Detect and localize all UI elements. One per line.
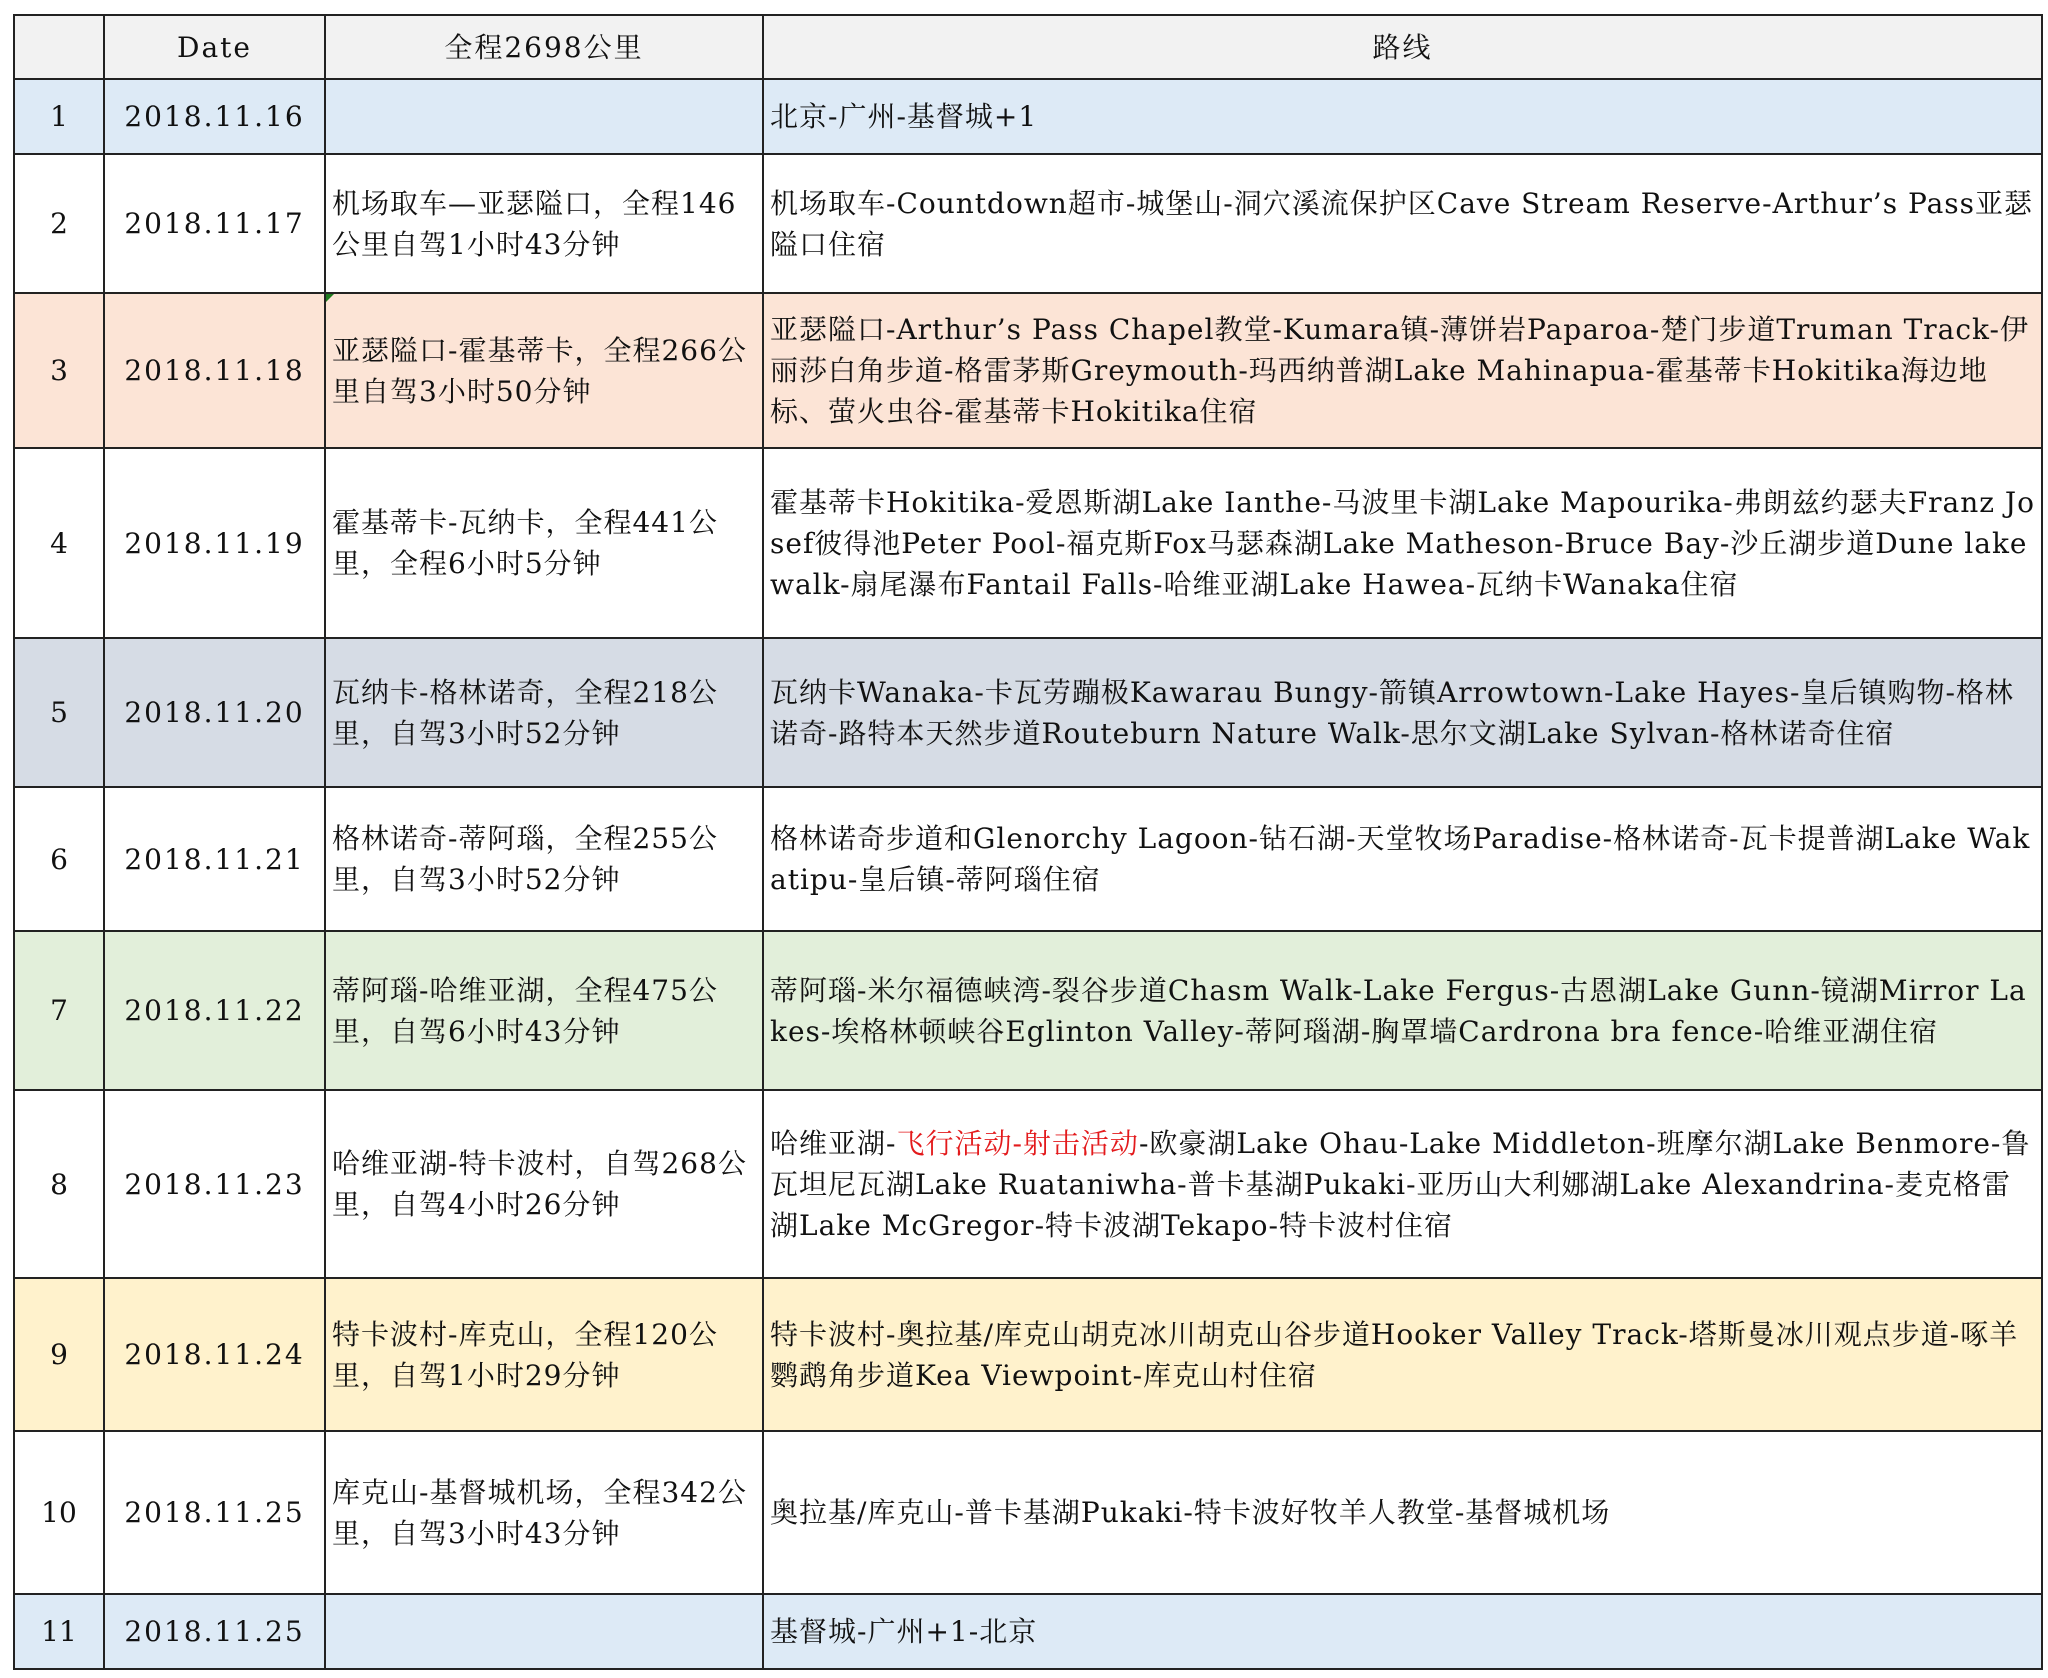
row-date-cell[interactable]: 2018.11.18 (104, 293, 325, 448)
table-row (14, 787, 2042, 931)
row-route-cell[interactable] (763, 1090, 2042, 1278)
row-route-cell[interactable] (763, 638, 2042, 787)
row-index-cell[interactable]: 9 (14, 1278, 104, 1431)
table-row (14, 154, 2042, 293)
table-row (14, 1090, 2042, 1278)
row-route-cell[interactable] (763, 448, 2042, 638)
table-row (14, 1431, 2042, 1594)
row-index-cell[interactable]: 5 (14, 638, 104, 787)
table-row (14, 1278, 2042, 1431)
table-row (14, 448, 2042, 638)
table-row (14, 1594, 2042, 1669)
table-row (14, 638, 2042, 787)
row-distance-cell[interactable] (325, 1594, 763, 1669)
table-row (14, 293, 2042, 448)
header-row (14, 15, 2042, 79)
route-text: 奥拉基/库克山-普卡基湖Pukaki-特卡波好牧羊人教堂-基督城机场 (770, 1496, 1611, 1529)
row-route-cell[interactable] (763, 79, 2042, 154)
row-index-cell[interactable]: 7 (14, 931, 104, 1090)
table-row (14, 931, 2042, 1090)
row-date-cell[interactable]: 2018.11.19 (104, 448, 325, 638)
header-date[interactable]: Date (104, 15, 325, 79)
route-text: 蒂阿瑙-米尔福德峡湾-裂谷步道Chasm Walk-Lake Fergus-古恩湖Lake Gunn-镜湖Mirror Lakes-埃格林顿峡谷Eglinton Valley-蒂阿瑙湖-胸罩墙Cardrona bra fence-哈维亚湖住宿 (770, 973, 2027, 1048)
row-index-cell[interactable]: 8 (14, 1090, 104, 1278)
route-text: 哈维亚湖- (770, 1126, 897, 1160)
row-index-cell[interactable]: 10 (14, 1431, 104, 1594)
row-route-cell[interactable] (763, 154, 2042, 293)
row-date-cell[interactable]: 2018.11.21 (104, 787, 325, 931)
route-text: 机场取车-Countdown超市-城堡山-洞穴溪流保护区Cave Stream Reserve-Arthur’s Pass亚瑟隘口住宿 (770, 186, 2034, 261)
row-distance-cell[interactable]: 亚瑟隘口-霍基蒂卡，全程266公里自驾3小时50分钟 (325, 293, 763, 448)
row-distance-cell[interactable] (325, 79, 763, 154)
row-index-cell[interactable]: 4 (14, 448, 104, 638)
route-highlight-text: 飞行活动-射击活动 (896, 1126, 1139, 1160)
row-route-cell[interactable] (763, 1431, 2042, 1594)
row-route-cell[interactable] (763, 931, 2042, 1090)
row-date-cell[interactable]: 2018.11.24 (104, 1278, 325, 1431)
row-date-cell[interactable]: 2018.11.22 (104, 931, 325, 1090)
row-index-cell[interactable]: 2 (14, 154, 104, 293)
header-route[interactable]: 路线 (763, 15, 2042, 79)
row-date-cell[interactable]: 2018.11.20 (104, 638, 325, 787)
route-text: 霍基蒂卡Hokitika-爱恩斯湖Lake Ianthe-马波里卡湖Lake Mapourika-弗朗兹约瑟夫Franz Josef彼得池Peter Pool-福克斯Fox马瑟森湖Lake Matheson-Bruce Bay-沙丘湖步道Dune lake walk-扇尾瀑布Fantail Falls-哈维亚湖Lake Hawea-瓦纳卡Wanaka住宿 (770, 485, 2035, 601)
header-index[interactable] (14, 15, 104, 79)
cell-comment-marker (326, 294, 334, 302)
row-distance-cell[interactable]: 霍基蒂卡-瓦纳卡，全程441公里，全程6小时5分钟 (325, 448, 763, 638)
row-date-cell[interactable]: 2018.11.25 (104, 1594, 325, 1669)
row-index-cell[interactable]: 1 (14, 79, 104, 154)
row-distance-cell[interactable]: 特卡波村-库克山，全程120公里，自驾1小时29分钟 (325, 1278, 763, 1431)
route-text: 特卡波村-奥拉基/库克山胡克冰川胡克山谷步道Hooker Valley Track-塔斯曼冰川观点步道-啄羊鹦鹉角步道Kea Viewpoint-库克山村住宿 (770, 1317, 2019, 1392)
row-date-cell[interactable]: 2018.11.23 (104, 1090, 325, 1278)
row-distance-cell[interactable]: 库克山-基督城机场，全程342公里，自驾3小时43分钟 (325, 1431, 763, 1594)
row-distance-cell[interactable]: 格林诺奇-蒂阿瑙，全程255公里，自驾3小时52分钟 (325, 787, 763, 931)
route-text: 基督城-广州+1-北京 (770, 1615, 1038, 1648)
route-text: 亚瑟隘口-Arthur’s Pass Chapel教堂-Kumara镇-薄饼岩Paparoa-楚门步道Truman Track-伊丽莎白角步道-格雷茅斯Greymouth-玛西纳普湖Lake Mahinapua-霍基蒂卡Hokitika海边地标、萤火虫谷-霍基蒂卡Hokitika住宿 (770, 313, 2029, 428)
route-text: 格林诺奇步道和Glenorchy Lagoon-钻石湖-天堂牧场Paradise-格林诺奇-瓦卡提普湖Lake Wakatipu-皇后镇-蒂阿瑙住宿 (770, 822, 2031, 896)
row-distance-cell[interactable]: 机场取车—亚瑟隘口，全程146公里自驾1小时43分钟 (325, 154, 763, 293)
row-route-cell[interactable] (763, 1594, 2042, 1669)
row-date-cell[interactable]: 2018.11.17 (104, 154, 325, 293)
row-index-cell[interactable]: 3 (14, 293, 104, 448)
itinerary-sheet (13, 14, 2041, 1670)
route-text-after: -欧豪湖Lake Ohau-Lake Middleton-班摩尔湖Lake Benmore-鲁瓦坦尼瓦湖Lake Ruataniwha-普卡基湖Pukaki-亚历山大利娜湖Lake Alexandrina-麦克格雷湖Lake McGregor-特卡波湖Tekapo-特卡波村住宿 (770, 1126, 2031, 1242)
table-row (14, 79, 2042, 154)
row-index-cell[interactable]: 6 (14, 787, 104, 931)
row-date-cell[interactable]: 2018.11.16 (104, 79, 325, 154)
header-distance[interactable]: 全程2698公里 (325, 15, 763, 79)
row-route-cell[interactable] (763, 293, 2042, 448)
itinerary-table (13, 14, 2043, 1670)
row-route-cell[interactable] (763, 787, 2042, 931)
route-text: 北京-广州-基督城+1 (770, 100, 1038, 133)
row-distance-cell[interactable]: 哈维亚湖-特卡波村，自驾268公里，自驾4小时26分钟 (325, 1090, 763, 1278)
row-distance-cell[interactable]: 瓦纳卡-格林诺奇，全程218公里，自驾3小时52分钟 (325, 638, 763, 787)
row-distance-cell[interactable]: 蒂阿瑙-哈维亚湖，全程475公里，自驾6小时43分钟 (325, 931, 763, 1090)
row-date-cell[interactable]: 2018.11.25 (104, 1431, 325, 1594)
route-text: 瓦纳卡Wanaka-卡瓦劳蹦极Kawarau Bungy-箭镇Arrowtown-Lake Hayes-皇后镇购物-格林诺奇-路特本天然步道Routeburn Nature Walk-思尔文湖Lake Sylvan-格林诺奇住宿 (770, 675, 2014, 750)
row-route-cell[interactable] (763, 1278, 2042, 1431)
row-index-cell[interactable]: 11 (14, 1594, 104, 1669)
